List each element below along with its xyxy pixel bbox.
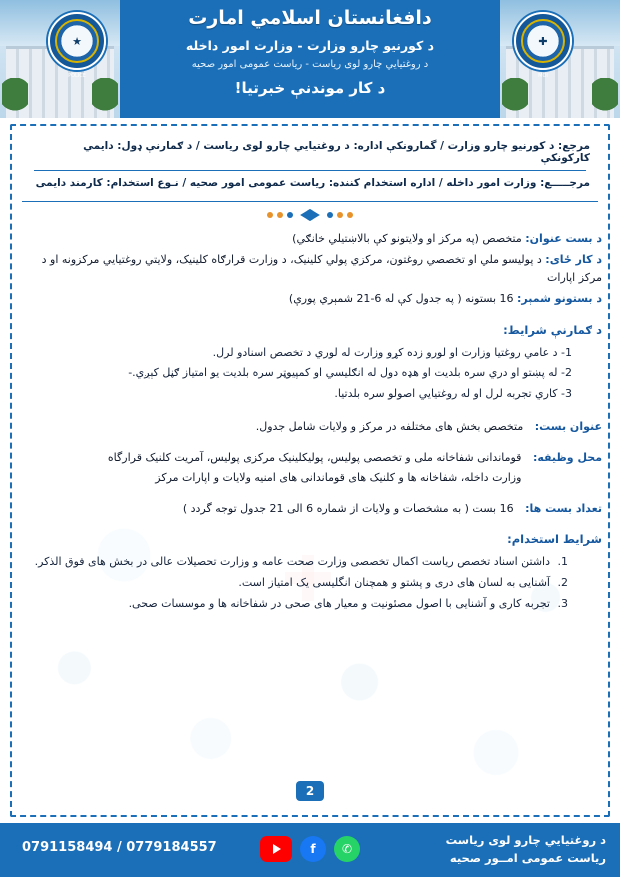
row-key: محل وظیفه:: [532, 451, 602, 465]
row-value: متخصص بخش های مختلفه در مرکز و ولایات شامل جدول.: [255, 420, 524, 434]
poster-header: [0, 0, 620, 118]
reference-block: [18, 128, 602, 197]
row-value: 16 بست ( به مشخصات و ولایات از شماره 6 الی 21 جدول توجه گردد ): [182, 501, 514, 515]
footer-phone-numbers: 0791158494 / 0779184557: [22, 840, 217, 855]
facebook-icon[interactable]: f: [300, 836, 326, 862]
footer-line-pashto: د روغتیایي چارو لوی ریاست: [445, 833, 606, 847]
row-key: تعداد بست ها:: [525, 501, 602, 515]
field-value: متخصص (په مرکز او ولایتونو کې بالاښتیلي خانګي): [292, 232, 522, 245]
emblem-glyph: ✚: [538, 34, 548, 48]
conditions-list: [18, 343, 572, 406]
ornament-dot: [267, 212, 273, 218]
ornament-dot: [277, 212, 283, 218]
ministry-title: د کورنیو چارو وزارت - وزارت امور داخله: [185, 38, 435, 53]
poster-body: [0, 118, 620, 823]
police-emblem-icon: [48, 12, 106, 70]
ornament-dot: [337, 212, 343, 218]
ornament-dot: [347, 212, 353, 218]
list-item: 2- له پښتو او دري سره بلدیت او هډه دول له انګلیسي او کمپیوټر سره بلدیت یو امتیاز ګڼل کېږي.-: [128, 366, 572, 380]
field-value: 16 بستونه ( په جدول کې له 6-21 شمېري پورې): [288, 292, 514, 306]
social-links: [260, 836, 360, 862]
reference-divider: [34, 170, 586, 171]
police-emblem-caption: POLICE: [68, 73, 86, 79]
photo-tree: [502, 78, 528, 118]
field-value: د پولیسو ملي او تخصصي روغتون، مرکزي پولي کلینیک، د وزارت قرارګاه کلینیک، ولایتي روغتیایي مرکزونه او د مرکز اپارات: [41, 253, 602, 285]
field-label: د بستونو شمېر:: [517, 292, 602, 306]
emblem-glyph: ★: [72, 34, 82, 48]
employment-heading: شرایط استخدام:: [507, 532, 602, 547]
field-label: د بست عنوان:: [525, 232, 602, 245]
list-item: 3- کاري تجربه لرل او له روغتیایي اصولو سره بلدتیا.: [334, 387, 572, 401]
ornament-divider: [18, 209, 602, 221]
conditions-heading: د ګمارنې شرایط:: [503, 322, 602, 337]
page-number-badge: 2: [296, 781, 324, 801]
field-label: د کار ځای:: [545, 253, 602, 267]
reference-line-pashto: مرجع: د کورنیو چارو وزارت / گمارونکې اداره: د روغتیایي چارو لوی ریاست / د ګمارنې ډول: دایمي کارکونکې: [83, 140, 590, 164]
youtube-icon[interactable]: [260, 836, 292, 862]
row-key: عنوان بست:: [534, 420, 602, 434]
row-post-title-dari: [18, 417, 602, 436]
ministry-emblem-icon: [514, 12, 572, 70]
poster-main-title: د کار موندنې خبرتیا!: [234, 79, 386, 97]
reference-line-dari: مرجـــــع: وزارت امور داخله / اداره استخدام کننده: ریاست عمومی امور صحیه / نـوع استخدام: کارمند دایمی: [35, 177, 590, 189]
photo-tree: [2, 78, 28, 118]
employment-list: [18, 552, 572, 615]
row-value: قوماندانی شفاخانه ملی و تخصصی پولیس، پولیکلینیک مرکزی پولیس، آمریت کلنیک قرارگاه وزارت داخله، شفاخانه ها و کلنیک های قوماندانی های امنیه ولایات و اپارات مرکز: [107, 451, 522, 484]
poster-content: [18, 128, 602, 617]
list-item: 1- د عامي روغتیا وزارت او لورو زده کړو وزارت له لوري د تخصص اسنادو لرل.: [212, 345, 572, 359]
footer-line-dari: ریاست عمومی امــور صحیه: [449, 851, 606, 866]
ornament-dot: [327, 212, 333, 218]
field-post-count: [18, 290, 602, 308]
play-triangle-icon: [273, 844, 281, 854]
photo-tree: [592, 78, 618, 118]
whatsapp-icon[interactable]: ✆: [334, 836, 360, 862]
ornament-diamond: [297, 209, 323, 221]
field-post-title: [18, 230, 602, 248]
emirate-title: دافغانستان اسلامي امارت: [188, 7, 432, 29]
field-work-location: [18, 251, 602, 287]
directorate-title: د روغتیایي چارو لوی ریاست - ریاست عمومی امور صحیه: [191, 59, 429, 70]
header-center: [120, 0, 500, 118]
section-divider: [22, 201, 598, 202]
list-item: 1. داشتن اسناد تخصص ریاست اکمال تخصصی وزارت صحت عامه و وزارت تحصیلات عالی در بخش های فوق الذکر.: [18, 552, 554, 573]
poster-footer: [0, 823, 620, 877]
footer-org-name: [446, 831, 606, 868]
row-post-count-dari: [18, 499, 602, 518]
row-duty-location: [18, 448, 602, 487]
list-item: 2. آشنایی به لسان های دری و پشتو و همچنان انگلیسی یک امتیاز است.: [18, 573, 554, 594]
ministry-emblem-caption: MOI: [538, 73, 548, 79]
list-item: 3. تجربه کاری و آشنایی با اصول مصئونیت و معیار های صحی در شفاخانه ها و موسسات صحی.: [18, 594, 554, 615]
ornament-dot: [287, 212, 293, 218]
photo-tree: [92, 78, 118, 118]
